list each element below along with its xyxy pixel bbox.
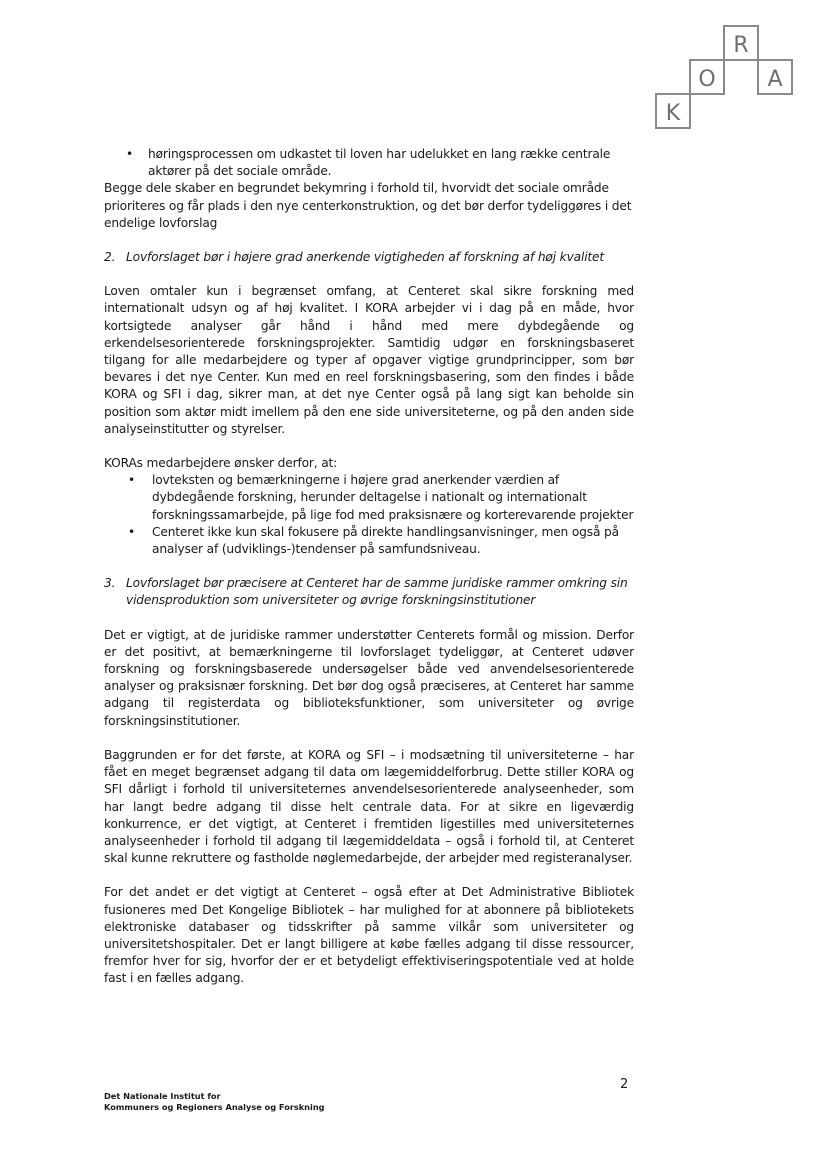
logo-letter-a: A xyxy=(767,67,783,92)
footer-line-2: Kommuners og Regioners Analyse og Forskning xyxy=(104,1102,325,1112)
paragraph-concern: Begge dele skaber en begrundet bekymring i forhold til, hvorvidt det sociale område prioriteres og får plads i den nye centerkonstruktion, og det bør derfor tydeliggøres i det endelige lovforslag xyxy=(104,181,632,230)
footer-institution xyxy=(104,1091,325,1113)
section-number: 2. xyxy=(104,250,116,265)
wishes-intro: KORAs medarbejdere ønsker derfor, at: xyxy=(104,456,338,471)
section-heading-3 xyxy=(104,575,634,609)
logo-letter-r: R xyxy=(733,33,749,58)
bullet-item: • høringsprocessen om udkastet til loven har udelukket en lang række centrale aktører på det sociale område. xyxy=(104,146,634,180)
wish-item: • Centeret ikke kun skal fokusere på direkte handlingsanvisninger, men også på analyser af (udviklings-)tendenser på samfundsniveau. xyxy=(104,524,634,558)
paragraph-library-access: For det andet er det vigtigt at Centeret – også efter at Det Administrative Bibliotek fusioneres med Det Kongelige Bibliotek – har mulighed for at abonnere på bibliotekets elektroniske databaser og tidsskrifter på samme vilkår som universiteter og universitetshospitaler. Det er langt billigere at købe fælles adgang til disse ressourcer, fremfor hver for sig, hvorfor der er et betydeligt effektiviseringspotentiale ved at holde fast i en fælles adgang. xyxy=(104,885,634,986)
paragraph-legal-framework: Det er vigtigt, at de juridiske rammer understøtter Centerets formål og mission. Derfor er det positivt, at bemærkningerne til lovforslaget tydeliggør, at Centeret udøver forskning og forskningsbaserede undersøgelser både ved anvendelsesorienterede analyser og praksisnær forskning. Det bør dog også præciseres, at Centeret har samme adgang til registerdata og biblioteksfunktioner, som universiteter og øvrige forskningsinstitutioner. xyxy=(104,627,634,728)
section-heading-2 xyxy=(104,249,634,266)
footer-line-1: Det Nationale Institut for xyxy=(104,1091,221,1101)
wish-item: • lovteksten og bemærkningerne i højere grad anerkender værdien af dybdegående forskning, herunder deltagelse i nationalt og internationalt forskningssamarbejde, på lige fod med praksisnære og korterevarende projekter xyxy=(104,472,634,524)
logo-letter-o: O xyxy=(698,67,716,92)
section-title: Lovforslaget bør i højere grad anerkende vigtigheden af forskning af høj kvalitet xyxy=(126,250,605,265)
bullet-list-top xyxy=(104,146,634,180)
wishes-list xyxy=(104,472,634,558)
paragraph-research-quality: Loven omtaler kun i begrænset omfang, at Centeret skal sikre forskning med internationalt udsyn og af høj kvalitet. I KORA arbejder vi i dag på en måde, hvor kortsigtede analyser går hånd i hånd med mere dybdegående og erkendelsesorienterede forskningsprojekter. Samtidig udgør en forskningsbaseret tilgang for alle medarbejdere og typer af opgaver vigtige grundprincipper, som bør bevares i det nye Center. Kun med en reel forskningsbasering, som den findes i både KORA og SFI i dag, sikrer man, at det nye Center også på lang sigt kan beholde sin position som aktør midt imellem på den ene side universiteterne, og på den anden side analyseinstitutter og styrelser. xyxy=(104,284,634,436)
document-body xyxy=(104,146,634,988)
section-number: 3. xyxy=(104,576,116,591)
section-title: Lovforslaget bør præcisere at Centeret har de samme juridiske rammer omkring sin vidensproduktion som universiteter og øvrige forskningsinstitutioner xyxy=(126,576,628,608)
page-number: 2 xyxy=(620,1077,629,1092)
kora-logo xyxy=(654,24,794,130)
logo-letter-k: K xyxy=(665,101,681,126)
paragraph-registry-data: Baggrunden er for det første, at KORA og SFI – i modsætning til universiteterne – har fået en meget begrænset adgang til data om lægemiddelforbrug. Dette stiller KORA og SFI dårligt i forhold til universiteternes anvendelsesorienterede analyseenheder, som har langt bedre adgang til disse helt centrale data. For at sikre en ligeværdig konkurrence, er det vigtigt, at Centeret i fremtiden ligestilles med universiteternes analyseenheder i forhold til adgang til lægemiddeldata – også i forhold til, at Centeret skal kunne rekruttere og fastholde nøglemedarbejde, der arbejder med registeranalyser. xyxy=(104,747,634,866)
